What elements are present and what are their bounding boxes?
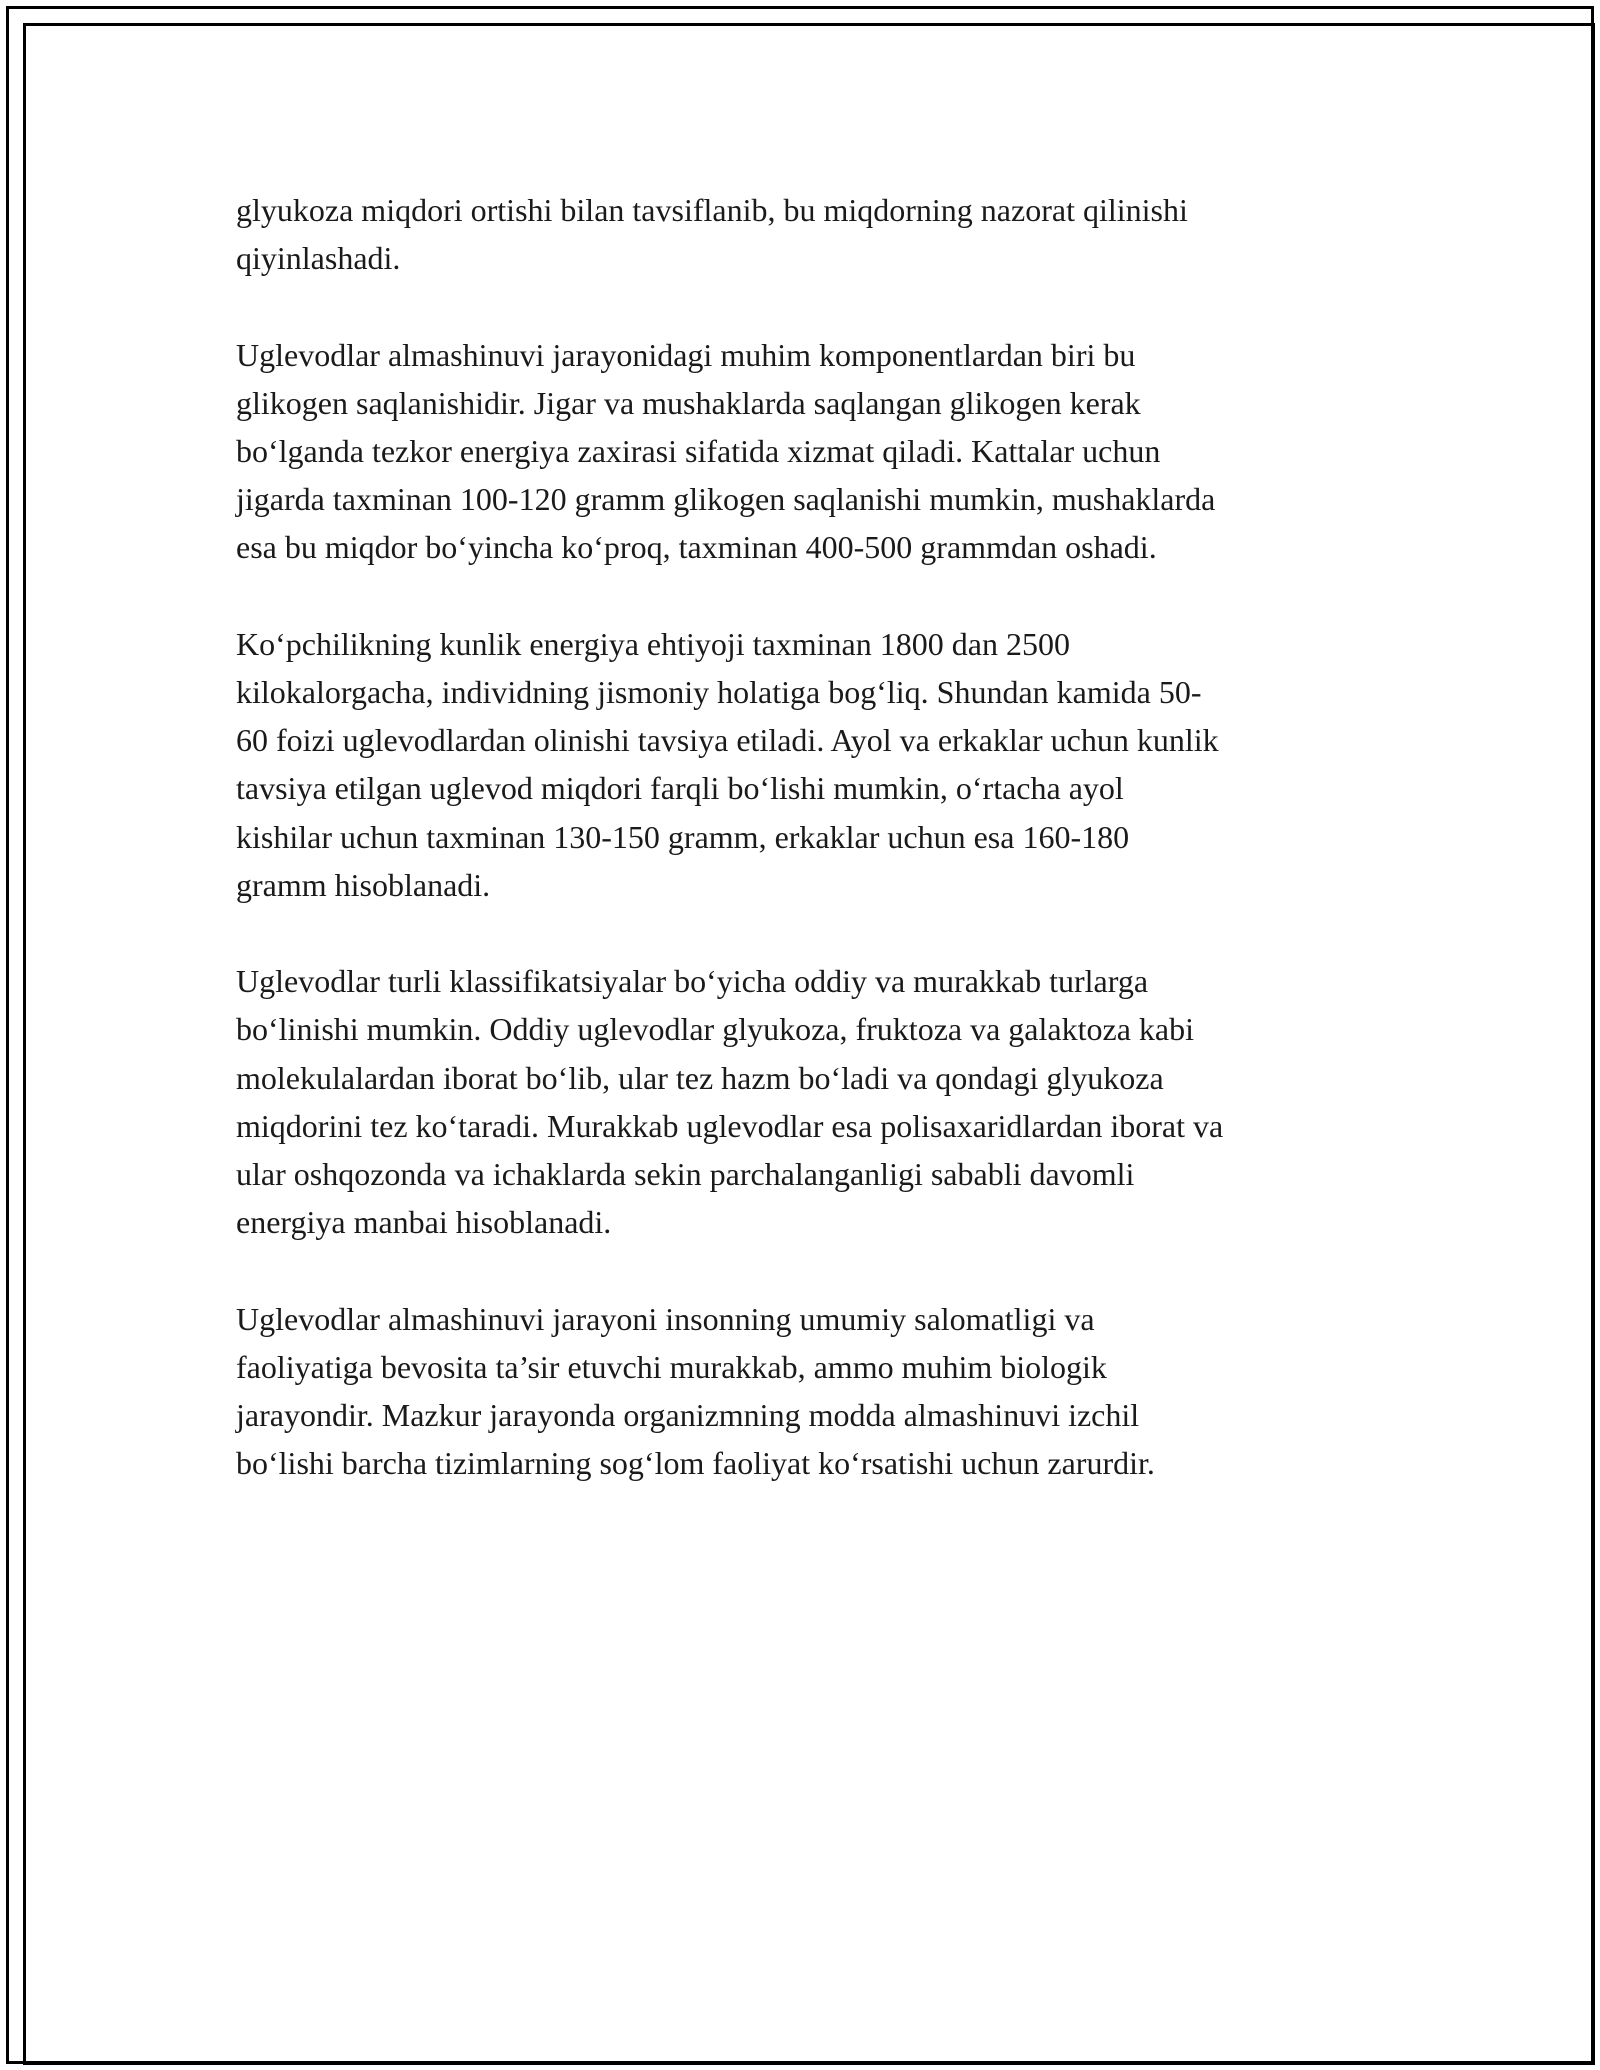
paragraph-line: 60 foizi uglevodlardan olinishi tavsiya etiladi. Ayol va erkaklar uchun kunlik [236,722,1219,759]
paragraph-line: jarayondir. Mazkur jarayonda organizmning modda almashinuvi izchil [236,1397,1140,1434]
paragraph-line: gramm hisoblanadi. [236,866,491,903]
paragraph-line: esa bu miqdor bo‘yincha ko‘proq, taxminan 400-500 grammdan oshadi. [236,529,1157,566]
paragraph-line: miqdorini tez ko‘taradi. Murakkab uglevodlar esa polisaxaridlardan iborat va [236,1107,1224,1144]
paragraph-line: Uglevodlar almashinuvi jarayonidagi muhim komponentlardan biri bu [236,336,1136,373]
paragraph-line: glyukoza miqdori ortishi bilan tavsiflanib, bu miqdorning nazorat qilinishi [236,192,1188,228]
paragraph-line: Ko‘pchilikning kunlik energiya ehtiyoji taxminan 1800 dan 2500 [236,625,1070,662]
paragraph-line: bo‘lganda tezkor energiya zaxirasi sifatida xizmat qiladi. Kattalar uchun [236,433,1161,469]
paragraph-line: kilokalorgacha, individning jismoniy holatiga bog‘liq. Shundan kamida 50- [236,674,1202,710]
paragraph-line: bo‘lishi barcha tizimlarning sog‘lom faoliyat ko‘rsatishi uchun zarurdir. [236,1445,1155,1482]
paragraph-line: ular oshqozonda va ichaklarda sekin parchalanganligi sababli davomli [236,1156,1135,1193]
paragraph-2 [236,331,1376,572]
paragraph-line: qiyinlashadi. [236,240,401,277]
paragraph-line: bo‘linishi mumkin. Oddiy uglevodlar glyukoza, fruktoza va galaktoza kabi [236,1011,1194,1048]
paragraph-line: Uglevodlar turli klassifikatsiyalar bo‘yicha oddiy va murakkab turlarga [236,963,1149,1000]
paragraph-line: glikogen saqlanishidir. Jigar va mushaklarda saqlangan glikogen kerak [236,384,1141,421]
paragraph-line: kishilar uchun taxminan 130-150 gramm, erkaklar uchun esa 160-180 [236,818,1130,855]
paragraph-5 [236,1295,1376,1488]
paragraph-4 [236,957,1376,1246]
paragraph-line: Uglevodlar almashinuvi jarayoni insonning umumiy salomatligi va [236,1300,1095,1337]
paragraph-line: faoliyatiga bevosita ta’sir etuvchi murakkab, ammo muhim biologik [236,1348,1107,1385]
paragraph-line: energiya manbai hisoblanadi. [236,1204,612,1241]
paragraph-3 [236,620,1376,909]
paragraph-line: jigarda taxminan 100-120 gramm glikogen saqlanishi mumkin, mushaklarda [236,481,1216,518]
paragraph-line: tavsiya etilgan uglevod miqdori farqli bo‘lishi mumkin, o‘rtacha ayol [236,770,1124,807]
paragraph-line: molekulalardan iborat bo‘lib, ular tez hazm bo‘ladi va qondagi glyukoza [236,1059,1164,1096]
document-body [236,186,1376,1536]
paragraph-1 [236,186,1376,282]
